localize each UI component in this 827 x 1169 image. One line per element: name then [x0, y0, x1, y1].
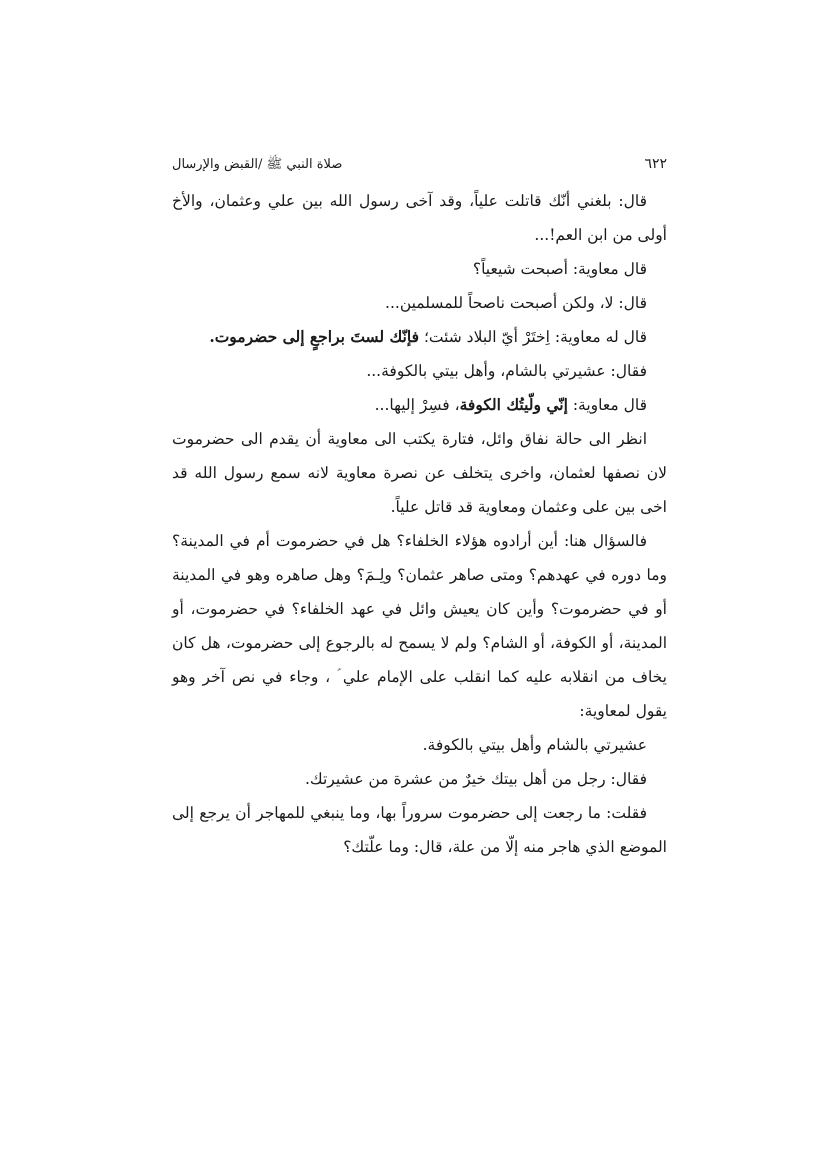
paragraph: فقال: رجل من أهل بيتك خيرٌ من عشرة من عشيرتك. [304, 770, 647, 788]
paragraph: قال معاوية: أصبحت شيعياً؟ [472, 260, 647, 278]
page-header [172, 148, 667, 180]
paragraph: فالسؤال هنا: أين أرادوه هؤلاء الخلفاء؟ هل في حضرموت أم في المدينة؟ وما دوره في عهدهم؟ ومتى صاهر عثمان؟ ولِـمَ؟ وهل صاهره وهو في المدينة أو في حضرموت؟ وأين كان يعيش وائل في عهد الخلفاء؟ في حضرموت، أو المدينة، أو الكوفة، أو الشام؟ ولم لا يسمح له بالرجوع إلى حضرموت، هل كان يخاف من انقلابه عليه كما انقلب على الإمام علي ؑ ، وجاء في نص آخر وهو يقول لمعاوية: [172, 532, 667, 720]
paragraph: عشيرتي بالشام وأهل بيتي بالكوفة. [422, 736, 647, 754]
running-title: صلاة النبي ﷺ /القبض والإرسال [172, 157, 343, 172]
paragraph: قال: بلغني أنّك قاتلت علياً، وقد آخى رسول الله بين علي وعثمان، والأخ أولى من ابن العم!... [172, 192, 667, 244]
book-page [172, 148, 667, 864]
paragraph: قال له معاوية: اِختَرْ أيّ البلاد شئت؛ فإنّك لستَ براجعٍ إلى حضرموت. [209, 327, 647, 346]
paragraph: قال معاوية: إنّي ولّيتُك الكوفة، فسِرْ إليها... [374, 395, 647, 414]
page-body [172, 184, 667, 864]
paragraph: فقلت: ما رجعت إلى حضرموت سروراً بها، وما ينبغي للمهاجر أن يرجع إلى الموضع الذي هاجر منه إلّا من علة، قال: وما علّتك؟ [172, 804, 667, 856]
paragraph: قال: لا، ولكن أصبحت ناصحاً للمسلمين... [385, 294, 647, 312]
bold-phrase: إنّي ولّيتُك الكوفة [459, 395, 568, 414]
paragraph: انظر الى حالة نفاق وائل، فتارة يكتب الى معاوية أن يقدم الى حضرموت لان نصفها لعثمان، واخرى يتخلف عن نصرة معاوية لانه سمع رسول الله قد اخى بين على وعثمان ومعاوية قد قاتل علياً. [172, 430, 667, 516]
bold-phrase: فإنّك لستَ براجعٍ إلى حضرموت. [209, 327, 420, 346]
paragraph: فقال: عشيرتي بالشام، وأهل بيتي بالكوفة... [366, 362, 647, 380]
page-number: ٦٢٢ [644, 156, 667, 172]
